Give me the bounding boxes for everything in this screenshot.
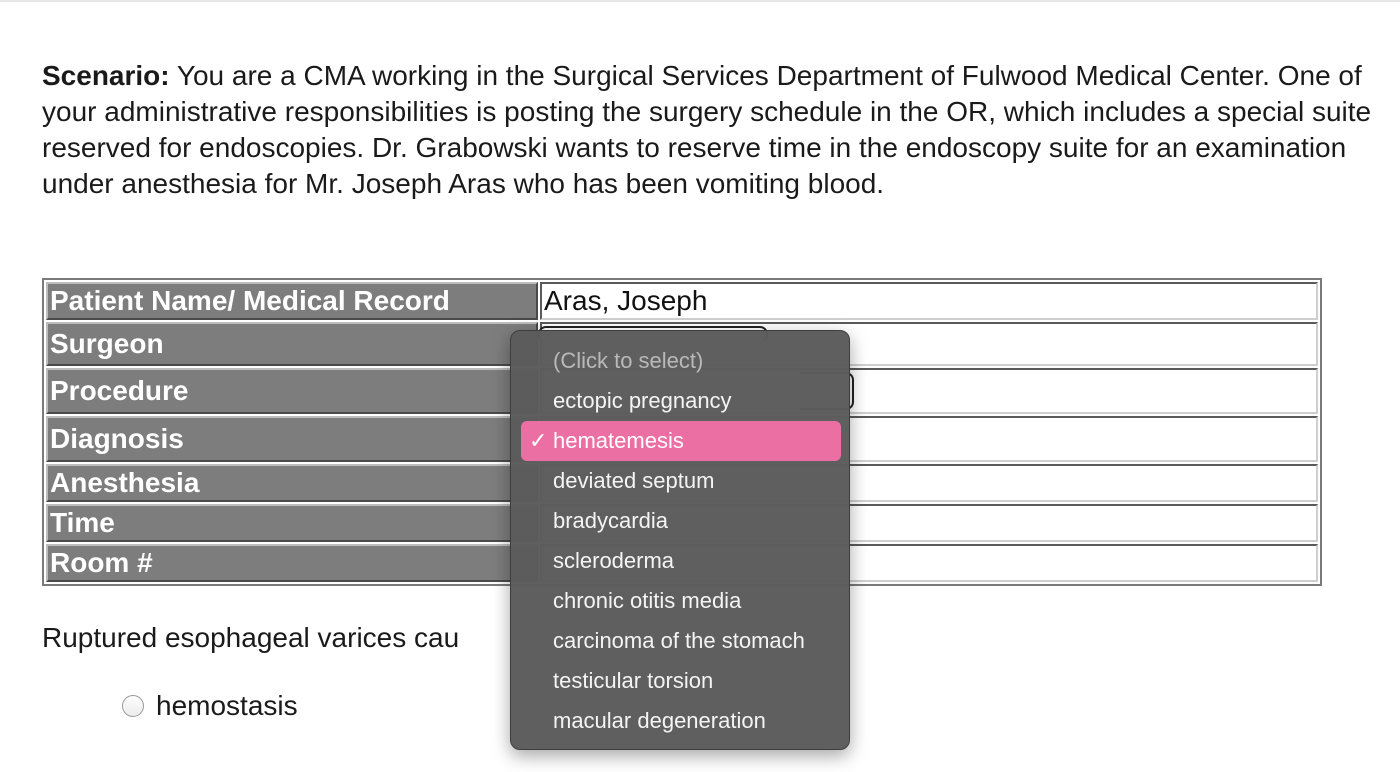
row-label-anesthesia: Anesthesia (46, 464, 538, 502)
dropdown-option[interactable]: deviated septum (553, 468, 715, 493)
question-text: Ruptured esophageal varices cau (42, 622, 460, 653)
top-divider (0, 0, 1400, 2)
row-label-patient: Patient Name/ Medical Record (46, 282, 538, 320)
dropdown-option[interactable]: bradycardia (553, 508, 668, 533)
scenario-paragraph (42, 58, 1372, 202)
checkmark-icon: ✓ (529, 428, 548, 453)
row-label-room: Room # (46, 544, 538, 582)
dropdown-option-selected[interactable] (521, 421, 841, 461)
scenario-text: You are a CMA working in the Surgical Services Department of Fulwood Medical Center. One of your administrative responsibilities is posting the surgery schedule in the OR, which includes a special suite reserved for endoscopies. Dr. Grabowski wants to reserve time in the endoscopy suite for an examination under anesthesia for Mr. Joseph Aras who has been vomiting blood. (42, 60, 1372, 199)
dropdown-option[interactable]: scleroderma (553, 548, 675, 573)
dropdown-option[interactable]: ectopic pregnancy (553, 388, 732, 413)
dropdown-option-label: hematemesis (553, 428, 684, 453)
row-value-patient: Aras, Joseph (540, 282, 1318, 320)
diagnosis-dropdown-menu[interactable] (510, 330, 850, 750)
answer-option[interactable] (122, 686, 298, 726)
scenario-label: Scenario: (42, 60, 170, 91)
answer-option-label: hemostasis (156, 690, 298, 721)
row-label-surgeon: Surgeon (46, 322, 538, 366)
table-row (46, 282, 1318, 320)
radio-button[interactable] (122, 695, 144, 717)
dropdown-option[interactable]: testicular torsion (553, 668, 714, 693)
row-label-diagnosis: Diagnosis (46, 416, 538, 462)
dropdown-option-placeholder[interactable]: (Click to select) (553, 348, 704, 373)
dropdown-option[interactable]: carcinoma of the stomach (553, 628, 805, 653)
dropdown-option[interactable]: macular degeneration (553, 708, 766, 733)
row-label-procedure: Procedure (46, 368, 538, 414)
dropdown-option[interactable]: chronic otitis media (553, 588, 742, 613)
row-label-time: Time (46, 504, 538, 542)
